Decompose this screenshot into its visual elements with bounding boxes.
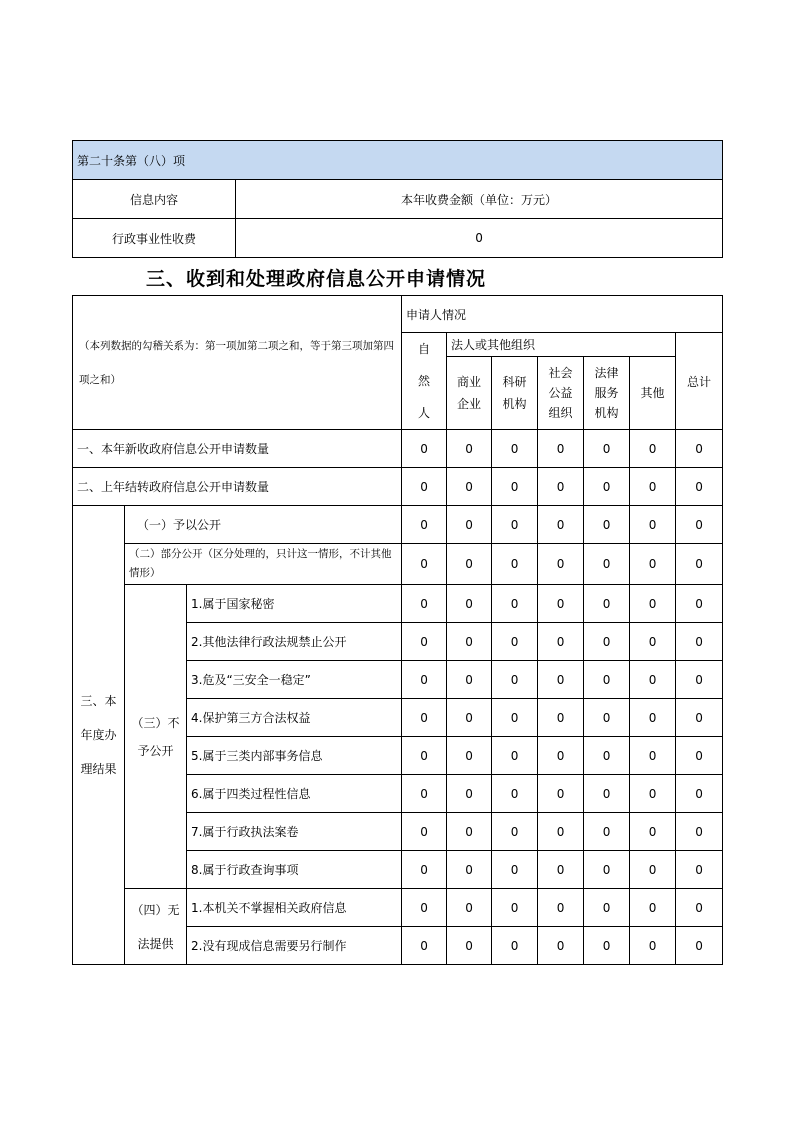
cell-value: 0 <box>402 506 447 544</box>
cell-value: 0 <box>402 775 447 813</box>
cell-value: 0 <box>447 889 492 927</box>
col-research: 科研机构 <box>492 356 538 429</box>
cell-value: 0 <box>447 775 492 813</box>
cell-value: 0 <box>538 468 584 506</box>
cell-value: 0 <box>538 661 584 699</box>
cell-value: 0 <box>676 813 723 851</box>
row-carried-requests: 二、上年结转政府信息公开申请数量 <box>73 468 402 506</box>
cell-value: 0 <box>676 585 723 623</box>
row-partial: （二）部分公开（区分处理的，只计这一情形，不计其他情形） <box>125 544 402 585</box>
col-other: 其他 <box>630 356 676 429</box>
fee-col-info-content: 信息内容 <box>73 180 236 219</box>
cell-value: 0 <box>676 927 723 965</box>
col-legal-group: 法人或其他组织 <box>447 333 676 357</box>
cell-value: 0 <box>630 927 676 965</box>
cell-value: 0 <box>584 585 630 623</box>
cell-value: 0 <box>630 623 676 661</box>
cell-value: 0 <box>584 889 630 927</box>
cell-value: 0 <box>538 813 584 851</box>
request-table <box>72 295 723 965</box>
cell-value: 0 <box>538 699 584 737</box>
row-item: 2.没有现成信息需要另行制作 <box>187 927 402 965</box>
cell-value: 0 <box>538 544 584 585</box>
cell-value: 0 <box>584 623 630 661</box>
cell-value: 0 <box>538 889 584 927</box>
row-new-requests: 一、本年新收政府信息公开申请数量 <box>73 430 402 468</box>
cell-value: 0 <box>402 737 447 775</box>
cell-value: 0 <box>492 775 538 813</box>
row-item: 3.危及“三安全一稳定” <box>187 661 402 699</box>
cell-value: 0 <box>630 851 676 889</box>
cell-value: 0 <box>492 623 538 661</box>
row-disclosed: （一）予以公开 <box>125 506 402 544</box>
cell-value: 0 <box>584 737 630 775</box>
cell-value: 0 <box>492 585 538 623</box>
table-row <box>73 889 723 927</box>
cell-value: 0 <box>584 851 630 889</box>
cell-value: 0 <box>538 851 584 889</box>
cell-value: 0 <box>492 927 538 965</box>
row-item: 5.属于三类内部事务信息 <box>187 737 402 775</box>
cell-value: 0 <box>584 506 630 544</box>
cell-value: 0 <box>538 506 584 544</box>
col-natural-person: 自然人 <box>402 333 447 430</box>
fee-col-amount: 本年收费金额（单位：万元） <box>236 180 723 219</box>
cell-value: 0 <box>402 585 447 623</box>
cell-value: 0 <box>447 623 492 661</box>
cell-value: 0 <box>584 927 630 965</box>
cell-value: 0 <box>676 544 723 585</box>
cell-value: 0 <box>402 927 447 965</box>
cell-value: 0 <box>447 813 492 851</box>
group-results-label: 三、本年度办理结果 <box>73 506 125 965</box>
fee-table <box>72 140 723 258</box>
row-item: 6.属于四类过程性信息 <box>187 775 402 813</box>
cell-value: 0 <box>630 661 676 699</box>
cell-value: 0 <box>402 661 447 699</box>
table-row <box>73 544 723 585</box>
cell-value: 0 <box>447 506 492 544</box>
row-item: 7.属于行政执法案卷 <box>187 813 402 851</box>
fee-table-header: 第二十条第（八）项 <box>73 141 723 180</box>
cell-value: 0 <box>447 851 492 889</box>
fee-row-label: 行政事业性收费 <box>73 219 236 258</box>
table-row <box>73 506 723 544</box>
cell-value: 0 <box>584 699 630 737</box>
table-row <box>73 430 723 468</box>
col-social: 社会公益组织 <box>538 356 584 429</box>
cell-value: 0 <box>630 468 676 506</box>
cell-value: 0 <box>584 775 630 813</box>
cell-value: 0 <box>584 813 630 851</box>
table-row <box>73 585 723 623</box>
cell-value: 0 <box>447 468 492 506</box>
cell-value: 0 <box>538 430 584 468</box>
cell-value: 0 <box>492 737 538 775</box>
cell-value: 0 <box>676 506 723 544</box>
section-title: 三、收到和处理政府信息公开申请情况 <box>146 268 487 290</box>
cell-value: 0 <box>492 544 538 585</box>
cell-value: 0 <box>584 430 630 468</box>
cell-value: 0 <box>676 468 723 506</box>
col-total: 总计 <box>676 333 723 430</box>
cell-value: 0 <box>676 737 723 775</box>
cell-value: 0 <box>538 623 584 661</box>
cell-value: 0 <box>402 851 447 889</box>
cell-value: 0 <box>447 737 492 775</box>
cell-value: 0 <box>630 775 676 813</box>
cell-value: 0 <box>447 699 492 737</box>
col-commercial: 商业企业 <box>447 356 492 429</box>
cell-value: 0 <box>447 544 492 585</box>
cell-value: 0 <box>630 699 676 737</box>
cell-value: 0 <box>492 699 538 737</box>
row-item: 4.保护第三方合法权益 <box>187 699 402 737</box>
cell-value: 0 <box>538 737 584 775</box>
cell-value: 0 <box>676 889 723 927</box>
cell-value: 0 <box>584 661 630 699</box>
cell-value: 0 <box>447 430 492 468</box>
fee-row-value: 0 <box>236 219 723 258</box>
cell-value: 0 <box>584 468 630 506</box>
cell-value: 0 <box>402 544 447 585</box>
cell-value: 0 <box>676 851 723 889</box>
table-note: （本列数据的勾稽关系为：第一项加第二项之和，等于第三项加第四项之和） <box>73 296 402 430</box>
group-unable-label: （四）无法提供 <box>125 889 187 965</box>
cell-value: 0 <box>676 661 723 699</box>
cell-value: 0 <box>492 468 538 506</box>
cell-value: 0 <box>538 927 584 965</box>
row-item: 2.其他法律行政法规禁止公开 <box>187 623 402 661</box>
cell-value: 0 <box>447 927 492 965</box>
row-item: 1.本机关不掌握相关政府信息 <box>187 889 402 927</box>
col-legal-service: 法律服务机构 <box>584 356 630 429</box>
cell-value: 0 <box>630 506 676 544</box>
cell-value: 0 <box>492 430 538 468</box>
cell-value: 0 <box>630 737 676 775</box>
cell-value: 0 <box>584 544 630 585</box>
cell-value: 0 <box>630 889 676 927</box>
cell-value: 0 <box>492 506 538 544</box>
cell-value: 0 <box>447 661 492 699</box>
cell-value: 0 <box>676 430 723 468</box>
cell-value: 0 <box>630 544 676 585</box>
cell-value: 0 <box>402 813 447 851</box>
cell-value: 0 <box>538 585 584 623</box>
cell-value: 0 <box>676 775 723 813</box>
group-not-disclosed-label: （三）不予公开 <box>125 585 187 889</box>
table-row <box>73 468 723 506</box>
cell-value: 0 <box>402 889 447 927</box>
cell-value: 0 <box>630 430 676 468</box>
cell-value: 0 <box>492 661 538 699</box>
cell-value: 0 <box>492 889 538 927</box>
applicant-header: 申请人情况 <box>402 296 723 333</box>
cell-value: 0 <box>402 430 447 468</box>
cell-value: 0 <box>402 699 447 737</box>
cell-value: 0 <box>447 585 492 623</box>
cell-value: 0 <box>492 813 538 851</box>
cell-value: 0 <box>492 851 538 889</box>
cell-value: 0 <box>676 623 723 661</box>
row-item: 1.属于国家秘密 <box>187 585 402 623</box>
cell-value: 0 <box>630 813 676 851</box>
row-item: 8.属于行政查询事项 <box>187 851 402 889</box>
cell-value: 0 <box>630 585 676 623</box>
cell-value: 0 <box>402 468 447 506</box>
cell-value: 0 <box>402 623 447 661</box>
cell-value: 0 <box>676 699 723 737</box>
cell-value: 0 <box>538 775 584 813</box>
